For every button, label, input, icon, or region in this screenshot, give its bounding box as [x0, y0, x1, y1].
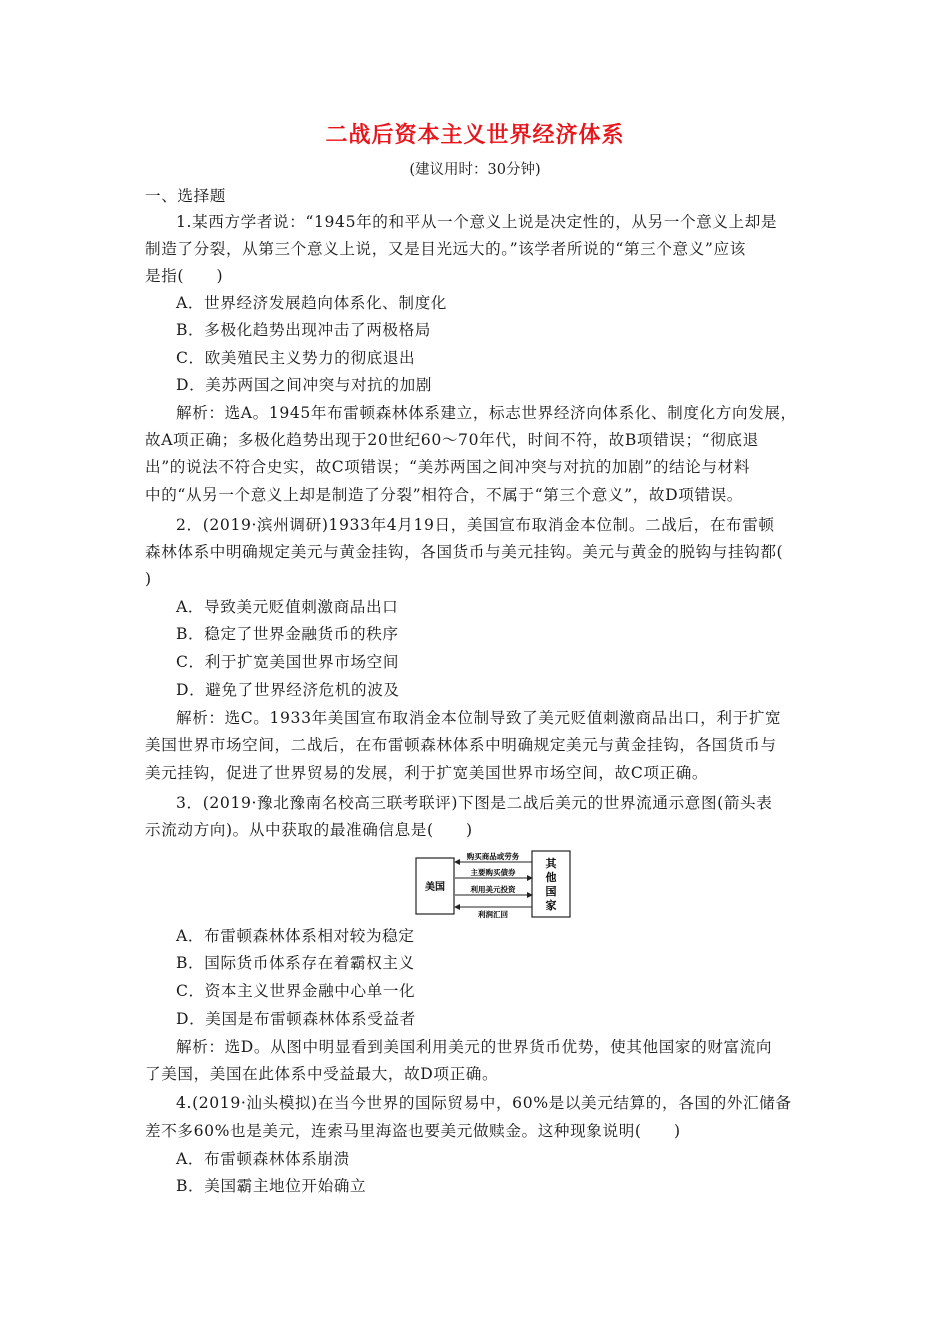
q1-stem-line: 是指( ) — [145, 267, 224, 285]
q3-stem-line: 3．(2019·豫北豫南名校高三联考联评)下图是二战后美元的世界流通示意图(箭头表 — [176, 794, 773, 812]
q1-analysis-line: 中的“从另一个意义上却是制造了分裂”相符合，不属于“第三个意义”，故D项错误。 — [145, 486, 743, 504]
q3-stem-line: 示流动方向)。从中获取的最准确信息是( ) — [145, 821, 473, 839]
q2-analysis-line: 美国世界市场空间，二战后，在布雷顿森林体系中明确规定美元与黄金挂钩，各国货币与 — [145, 736, 777, 754]
q1-option-a: A．世界经济发展趋向体系化、制度化 — [176, 294, 447, 312]
q4-stem-line: 4.(2019·汕头模拟)在当今世界的国际贸易中，60%是以美元结算的，各国的外汇储备 — [176, 1094, 792, 1112]
q2-analysis-line: 解析：选C。1933年美国宣布取消金本位制导致了美元贬值刺激商品出口，利于扩宽 — [176, 709, 782, 727]
svg-text:其: 其 — [545, 857, 557, 870]
q4-option-a: A．布雷顿森林体系崩溃 — [176, 1150, 350, 1168]
arrow-profit-label: 利润汇回 — [478, 910, 508, 919]
q1-analysis-line: 故A项正确；多极化趋势出现于20世纪60～70年代，时间不符，故B项错误；“彻底退 — [145, 431, 759, 449]
document-title: 二战后资本主义世界经济体系 — [325, 122, 625, 148]
q2-stem-line: ) — [145, 570, 152, 588]
q1-analysis-line: 出”的说法不符合史实，故C项错误；“美苏两国之间冲突与对抗的加剧”的结论与材料 — [145, 458, 751, 476]
q2-stem-line: 2．(2019·滨州调研)1933年4月19日，美国宣布取消金本位制。二战后，在布雷顿 — [176, 516, 775, 534]
q3-analysis-line: 解析：选D。从图中明显看到美国利用美元的世界货币优势，使其他国家的财富流向 — [176, 1038, 773, 1056]
svg-text:家: 家 — [545, 899, 557, 912]
usa-box-label: 美国 — [425, 882, 445, 893]
q1-option-b: B．多极化趋势出现冲击了两极格局 — [176, 321, 431, 339]
q3-option-a: A．布雷顿森林体系相对较为稳定 — [176, 927, 415, 945]
q2-option-d: D．避免了世界经济危机的波及 — [176, 681, 400, 699]
q4-option-b: B．美国霸主地位开始确立 — [176, 1177, 367, 1195]
q1-stem-line: 1.某西方学者说：“1945年的和平从一个意义上说是决定性的，从另一个意义上却是 — [176, 213, 778, 231]
q1-stem-line: 制造了分裂，从第三个意义上说，又是目光远大的。”该学者所说的“第三个意义”应该 — [145, 240, 746, 258]
q1-option-c: C．欧美殖民主义势力的彻底退出 — [176, 349, 416, 367]
dollar-flow-diagram — [415, 850, 571, 920]
svg-text:国: 国 — [545, 885, 557, 898]
arrow-bonds-label: 主要购买债券 — [470, 868, 516, 877]
q1-option-d: D．美苏两国之间冲突与对抗的加剧 — [176, 376, 433, 394]
section-heading: 一、选择题 — [145, 187, 226, 205]
q2-option-c: C．利于扩宽美国世界市场空间 — [176, 653, 400, 671]
arrow-purchase-label: 购买商品或劳务 — [466, 852, 520, 861]
q3-option-b: B．国际货币体系存在着霸权主义 — [176, 954, 415, 972]
q2-analysis-line: 美元挂钩，促进了世界贸易的发展，利于扩宽美国世界市场空间，故C项正确。 — [145, 764, 709, 782]
q3-option-c: C．资本主义世界金融中心单一化 — [176, 982, 416, 1000]
q2-option-a: A．导致美元贬值刺激商品出口 — [176, 598, 399, 616]
q4-stem-line: 差不多60%也是美元，连索马里海盗也要美元做赎金。这种现象说明( ) — [145, 1122, 681, 1140]
q2-option-b: B．稳定了世界金融货币的秩序 — [176, 625, 399, 643]
q3-option-d: D．美国是布雷顿森林体系受益者 — [176, 1010, 416, 1028]
q3-analysis-line: 了美国，美国在此体系中受益最大，故D项正确。 — [145, 1065, 499, 1083]
arrow-invest-label: 利用美元投资 — [470, 885, 516, 894]
suggested-time: (建议用时：30分钟) — [409, 162, 541, 178]
svg-text:他: 他 — [545, 871, 557, 884]
q2-stem-line: 森林体系中明确规定美元与黄金挂钩，各国货币与美元挂钩。美元与黄金的脱钩与挂钩都( — [145, 543, 784, 561]
q1-analysis-line: 解析：选A。1945年布雷顿森林体系建立，标志世界经济向体系化、制度化方向发展， — [176, 404, 797, 422]
